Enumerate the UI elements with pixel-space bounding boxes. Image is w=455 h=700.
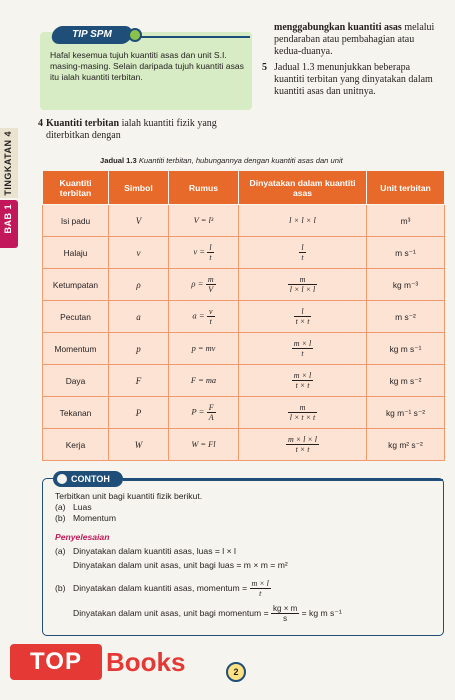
cell-base: $\frac{m \times l}{t \times t}$ [239, 365, 367, 397]
cell-base: $\frac{m}{l \times t \times t}$ [239, 397, 367, 429]
cell-quantity: Daya [43, 365, 109, 397]
contoh-header: CONTOH [53, 471, 123, 487]
cell-quantity: Kerja [43, 429, 109, 461]
paragraph-5: 5 Jadual 1.3 menunjukkan beberapa kuantiti terbitan yang dinyatakan dalam kuantiti asas dan unitnya. [262, 62, 433, 97]
cell-unit: kg m² s⁻² [367, 429, 445, 461]
cell-quantity: Ketumpatan [43, 269, 109, 301]
cell-unit: kg m⁻³ [367, 269, 445, 301]
cell-unit: kg m s⁻² [367, 365, 445, 397]
header-unit: Unit terbitan [367, 171, 445, 205]
cell-quantity: Halaju [43, 237, 109, 269]
cell-quantity: Tekanan [43, 397, 109, 429]
table-row [43, 397, 445, 429]
table-row [43, 333, 445, 365]
tip-decoration-dot [128, 28, 142, 42]
page-number: 2 [226, 662, 246, 682]
table-row [43, 237, 445, 269]
cell-symbol: a [109, 301, 169, 333]
tip-spm-text: Hafal kesemua tujuh kuantiti asas dan unit S.I. masing-masing. Selain daripada tujuh kuantiti asas itu ialah kuantiti terbitan. [50, 50, 244, 82]
solution-b-line-2: Dinyatakan dalam unit asas, unit bagi momentum = $\frac{kg \times m}{s}$ = kg m s⁻¹ [73, 604, 342, 623]
cell-formula: V = l³ [169, 205, 239, 237]
table-row [43, 205, 445, 237]
solution-b-line-1: (b) Dinyatakan dalam kuantiti asas, momentum = $\frac{m \times l}{t}$ [55, 579, 269, 598]
cell-quantity: Isi padu [43, 205, 109, 237]
table-row [43, 365, 445, 397]
contoh-question: Terbitkan unit bagi kuantiti fizik berikut. [55, 491, 203, 501]
cell-formula: P = $\frac{F}{A}$ [169, 397, 239, 429]
contoh-divider [123, 479, 443, 481]
table-row [43, 269, 445, 301]
bab-label: BAB 1 [3, 204, 13, 234]
cell-base: $\frac{m \times l}{t}$ [239, 333, 367, 365]
cell-formula: v = $\frac{l}{t}$ [169, 237, 239, 269]
tingkatan-tab [0, 128, 18, 198]
contoh-decoration-dot [55, 472, 69, 486]
cell-symbol: W [109, 429, 169, 461]
paragraph-4: 4 Kuantiti terbitan ialah kuantiti fizik yang diterbitkan dengan [38, 118, 217, 141]
logo-books: Books [106, 647, 186, 677]
contoh-body [55, 491, 435, 623]
cell-formula: a = $\frac{v}{t}$ [169, 301, 239, 333]
contoh-item-b: (b) Momentum [55, 513, 116, 523]
derived-quantities-table [42, 170, 445, 461]
cell-symbol: P [109, 397, 169, 429]
cell-formula: ρ = $\frac{m}{V}$ [169, 269, 239, 301]
tip-divider [140, 36, 250, 38]
right-column-text: menggabungkan kuantiti asas melalui pendaraban atau pembahagian atau kedua-duanya. 5 Jadual 1.3 menunjukkan beberapa kuantiti terbitan yang dinyatakan dalam kuantiti asas dan unitnya. [262, 22, 442, 98]
cell-unit: m³ [367, 205, 445, 237]
tingkatan-label: TINGKATAN 4 [3, 131, 13, 196]
cell-unit: kg m s⁻¹ [367, 333, 445, 365]
cell-formula: p = mv [169, 333, 239, 365]
cell-base: $\frac{l}{t}$ [239, 237, 367, 269]
header-symbol: Simbol [109, 171, 169, 205]
table-row [43, 301, 445, 333]
header-formula: Rumus [169, 171, 239, 205]
solution-heading: Penyelesaian [55, 532, 110, 542]
cell-unit: kg m⁻¹ s⁻² [367, 397, 445, 429]
cell-formula: F = ma [169, 365, 239, 397]
cell-formula: W = Fl [169, 429, 239, 461]
cell-symbol: p [109, 333, 169, 365]
cell-unit: m s⁻² [367, 301, 445, 333]
header-base-quantity: Dinyatakan dalam kuantiti asas [239, 171, 367, 205]
table-caption: Jadual 1.3 Kuantiti terbitan, hubungannya dengan kuantiti asas dan unit [100, 156, 343, 165]
cell-symbol: ρ [109, 269, 169, 301]
tip-spm-header: TIP SPM [50, 26, 134, 44]
cell-base: $\frac{m}{l \times l \times l}$ [239, 269, 367, 301]
logo-top: TOP [10, 644, 102, 680]
cell-symbol: v [109, 237, 169, 269]
cell-base: $\frac{l}{t \times t}$ [239, 301, 367, 333]
cell-quantity: Pecutan [43, 301, 109, 333]
cell-symbol: F [109, 365, 169, 397]
table-header-row [43, 171, 445, 205]
header-quantity: Kuantiti terbitan [43, 171, 109, 205]
bab-tab [0, 200, 18, 248]
cell-base: $\frac{m \times l \times l}{t \times t}$ [239, 429, 367, 461]
chapter-side-tab [0, 128, 18, 248]
solution-a-line-1: (a) Dinyatakan dalam kuantiti asas, luas = l × l [55, 546, 236, 556]
tip-spm-box [40, 29, 252, 110]
cell-unit: m s⁻¹ [367, 237, 445, 269]
contoh-item-a: (a) Luas [55, 502, 92, 512]
contoh-example-box [42, 474, 444, 636]
topbooks-watermark-logo [10, 638, 210, 688]
solution-a-line-2: Dinyatakan dalam unit asas, unit bagi luas = m × m = m² [73, 560, 288, 570]
cell-base: l × l × l [239, 205, 367, 237]
table-row [43, 429, 445, 461]
cell-symbol: V [109, 205, 169, 237]
cell-quantity: Momentum [43, 333, 109, 365]
